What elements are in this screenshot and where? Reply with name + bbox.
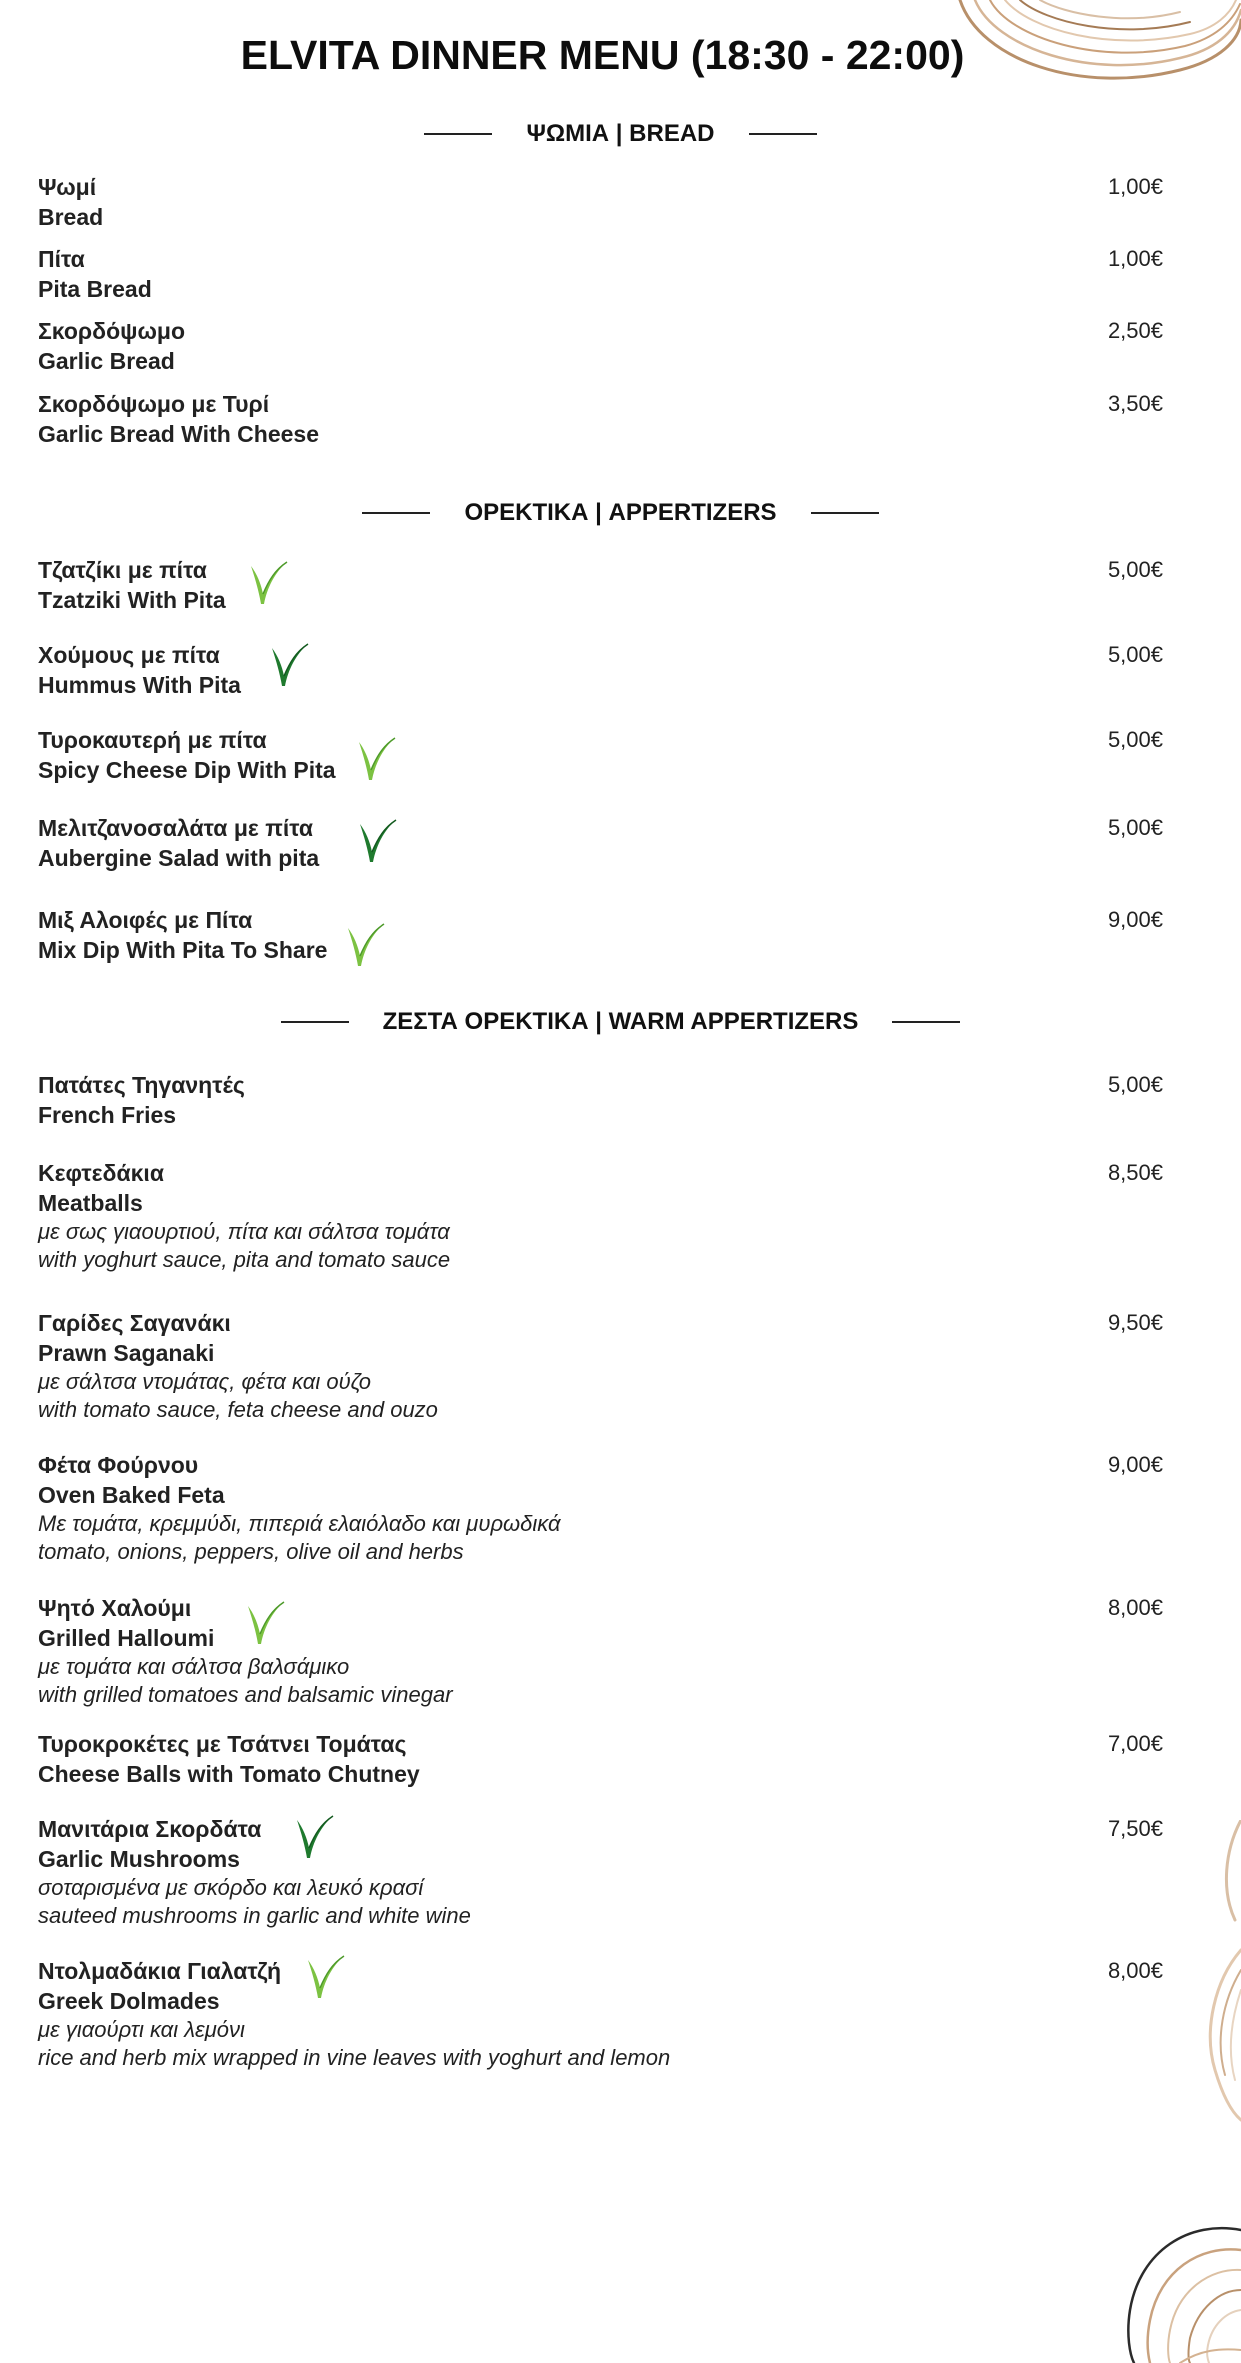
item-description-english: rice and herb mix wrapped in vine leaves with yoghurt and lemon xyxy=(38,2045,671,2070)
menu-item xyxy=(38,172,1163,232)
item-price: 5,00€ xyxy=(1107,727,1163,752)
section-title: ΖΕΣΤΑ ΟΡΕΚΤΙΚΑ | WARM APPERTIZERS xyxy=(382,1008,859,1035)
item-name-english: Cheese Balls with Tomato Chutney xyxy=(38,1761,420,1787)
item-description-greek: με γιαούρτι και λεμόνι xyxy=(38,2017,245,2042)
menu-item xyxy=(38,555,1163,615)
item-name-greek: Τυροκαυτερή με πίτα xyxy=(38,727,267,753)
item-name-greek: Φέτα Φούρνου xyxy=(38,1452,199,1478)
vegetarian-leaf-icon xyxy=(266,640,310,690)
section-header-warm-appetizers xyxy=(0,1008,1241,1036)
menu-item xyxy=(38,1593,1163,1709)
item-name-english: Greek Dolmades xyxy=(38,1988,220,2014)
item-name-greek: Πατάτες Τηγανητές xyxy=(38,1072,245,1098)
vegetarian-leaf-icon xyxy=(291,1812,335,1862)
section-title: ΨΩΜΙΑ | BREAD xyxy=(526,120,715,147)
item-price: 9,50€ xyxy=(1107,1310,1163,1335)
item-price: 5,00€ xyxy=(1107,815,1163,840)
section-title: ΟΡΕΚΤΙΚΑ | APPERTIZERS xyxy=(464,499,777,526)
item-description-greek: με σως γιαουρτιού, πίτα και σάλτσα τομάτα xyxy=(38,1219,450,1244)
item-name-english: Mix Dip With Pita To Share xyxy=(38,937,328,963)
item-name-english: French Fries xyxy=(38,1102,177,1128)
item-name-greek: Γαρίδες Σαγανάκι xyxy=(38,1310,231,1336)
menu-item xyxy=(38,244,1163,304)
item-name-english: Bread xyxy=(38,204,104,230)
menu-item xyxy=(38,813,1163,873)
item-price: 2,50€ xyxy=(1107,318,1163,343)
menu-title: ELVITA DINNER MENU (18:30 - 22:00) xyxy=(240,32,965,78)
item-name-english: Grilled Halloumi xyxy=(38,1625,215,1651)
header-rule-right xyxy=(749,133,817,135)
item-name-english: Oven Baked Feta xyxy=(38,1482,225,1508)
header-rule-left xyxy=(362,512,430,514)
item-name-english: Tzatziki With Pita xyxy=(38,587,226,613)
header-rule-left xyxy=(424,133,492,135)
item-price: 1,00€ xyxy=(1107,174,1163,199)
section-header-bread xyxy=(0,120,1241,148)
item-name-greek: Τυροκροκέτες με Τσάτνει Τομάτας xyxy=(38,1731,407,1757)
vegetarian-leaf-icon xyxy=(354,816,398,866)
item-description-english: tomato, onions, peppers, olive oil and herbs xyxy=(38,1539,464,1564)
item-price: 7,00€ xyxy=(1107,1731,1163,1756)
item-price: 3,50€ xyxy=(1107,391,1163,416)
item-price: 1,00€ xyxy=(1107,246,1163,271)
item-name-greek: Μανιτάρια Σκορδάτα xyxy=(38,1816,262,1842)
menu-item xyxy=(38,640,1163,700)
item-name-greek: Χούμους με πίτα xyxy=(38,642,220,668)
section-header-appetizers xyxy=(0,499,1241,527)
item-name-english: Meatballs xyxy=(38,1190,143,1216)
item-description-english: with tomato sauce, feta cheese and ouzo xyxy=(38,1397,438,1422)
menu-item xyxy=(38,1956,1163,2072)
header-rule-right xyxy=(892,1021,960,1023)
item-name-greek: Ντολμαδάκια Γιαλατζή xyxy=(38,1958,282,1984)
item-name-english: Hummus With Pita xyxy=(38,672,241,698)
item-price: 5,00€ xyxy=(1107,557,1163,582)
menu-item xyxy=(38,1450,1163,1566)
item-description-english: with grilled tomatoes and balsamic vinegar xyxy=(38,1682,453,1707)
item-name-greek: Μιξ Αλοιφές με Πίτα xyxy=(38,907,253,933)
item-price: 7,50€ xyxy=(1107,1816,1163,1841)
header-rule-right xyxy=(811,512,879,514)
item-price: 5,00€ xyxy=(1107,642,1163,667)
item-price: 9,00€ xyxy=(1107,1452,1163,1477)
menu-item xyxy=(38,1729,1163,1789)
item-name-greek: Ψητό Χαλούμι xyxy=(38,1595,192,1621)
item-name-english: Prawn Saganaki xyxy=(38,1340,215,1366)
item-name-english: Pita Bread xyxy=(38,276,152,302)
menu-item xyxy=(38,389,1163,449)
vegetarian-leaf-icon xyxy=(353,734,397,784)
item-description-greek: με τομάτα και σάλτσα βαλσάμικο xyxy=(38,1654,350,1679)
item-price: 8,00€ xyxy=(1107,1595,1163,1620)
decorative-swirl-right xyxy=(1195,1820,1241,2140)
header-rule-left xyxy=(281,1021,349,1023)
item-description-greek: Με τομάτα, κρεμμύδι, πιπεριά ελαιόλαδο και μυρωδικά xyxy=(38,1511,561,1536)
item-name-english: Garlic Bread With Cheese xyxy=(38,421,319,447)
item-name-english: Spicy Cheese Dip With Pita xyxy=(38,757,336,783)
item-name-greek: Τζατζίκι με πίτα xyxy=(38,557,207,583)
menu-item xyxy=(38,905,1163,965)
item-name-english: Garlic Mushrooms xyxy=(38,1846,240,1872)
item-description-greek: με σάλτσα ντομάτας, φέτα και ούζο xyxy=(38,1369,372,1394)
item-name-greek: Μελιτζανοσαλάτα με πίτα xyxy=(38,815,313,841)
menu-item xyxy=(38,316,1163,376)
item-name-greek: Ψωμί xyxy=(38,174,97,200)
item-price: 9,00€ xyxy=(1107,907,1163,932)
item-description-english: sauteed mushrooms in garlic and white wine xyxy=(38,1903,471,1928)
item-price: 8,50€ xyxy=(1107,1160,1163,1185)
vegetarian-leaf-icon xyxy=(242,1598,286,1648)
item-name-greek: Σκορδόψωμο με Τυρί xyxy=(38,391,270,417)
item-name-greek: Πίτα xyxy=(38,246,85,272)
item-price: 5,00€ xyxy=(1107,1072,1163,1097)
item-name-english: Aubergine Salad with pita xyxy=(38,845,320,871)
vegetarian-leaf-icon xyxy=(245,558,289,608)
menu-item xyxy=(38,725,1163,785)
decorative-swirl-bottom-right xyxy=(1120,2210,1241,2363)
vegetarian-leaf-icon xyxy=(302,1952,346,2002)
menu-item xyxy=(38,1070,1163,1130)
item-price: 8,00€ xyxy=(1107,1958,1163,1983)
item-name-greek: Σκορδόψωμο xyxy=(38,318,186,344)
item-description-greek: σοταρισμένα με σκόρδο και λευκό κρασί xyxy=(38,1875,424,1900)
item-name-greek: Κεφτεδάκια xyxy=(38,1160,164,1186)
menu-item xyxy=(38,1308,1163,1424)
item-name-english: Garlic Bread xyxy=(38,348,175,374)
menu-item xyxy=(38,1814,1163,1930)
menu-item xyxy=(38,1158,1163,1274)
vegetarian-leaf-icon xyxy=(342,920,386,970)
item-description-english: with yoghurt sauce, pita and tomato sauce xyxy=(38,1247,451,1272)
